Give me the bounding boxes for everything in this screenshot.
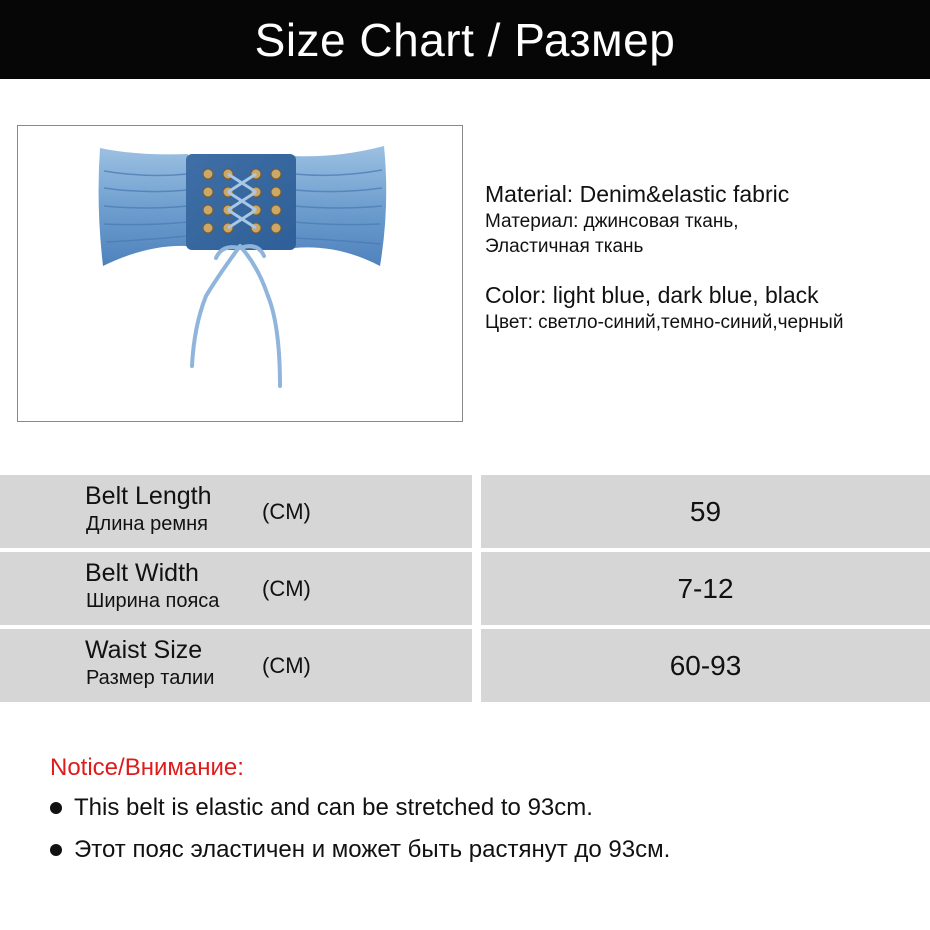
- size-row-belt-width: [0, 552, 930, 625]
- bullet-icon: [50, 844, 62, 856]
- material-en: Material: Denim&elastic fabric: [485, 181, 790, 207]
- size-label-ru: Длина ремня: [86, 513, 208, 535]
- notice-title: Notice/Внимание:: [50, 754, 244, 781]
- notice-text: This belt is elastic and can be stretched to 93cm.: [74, 794, 593, 821]
- notice-text: Этот пояс эластичен и может быть растянут до 93см.: [74, 836, 671, 863]
- material-ru-line2: Эластичная ткань: [485, 236, 644, 257]
- size-unit: (CM): [262, 499, 311, 524]
- size-unit: (CM): [262, 576, 311, 601]
- color-ru: Цвет: светло-синий,темно-синий,черный: [485, 312, 844, 333]
- size-label-en: Belt Length: [85, 482, 212, 510]
- size-value: 7-12: [481, 552, 930, 625]
- bullet-icon: [50, 802, 62, 814]
- header-bar: [0, 0, 930, 79]
- size-label-en: Waist Size: [85, 636, 203, 664]
- size-row-waist-size: [0, 629, 930, 702]
- size-label-cell: [0, 475, 472, 548]
- size-label-cell: [0, 629, 472, 702]
- color-en: Color: light blue, dark blue, black: [485, 282, 819, 308]
- size-label-ru: Размер талии: [86, 667, 215, 689]
- belt-image: [18, 126, 462, 421]
- size-value: 59: [481, 475, 930, 548]
- size-label-cell: [0, 552, 472, 625]
- size-label-ru: Ширина пояса: [86, 590, 220, 612]
- product-info: [485, 180, 843, 335]
- size-label-en: Belt Width: [85, 559, 199, 587]
- product-photo: [17, 125, 463, 422]
- size-value: 60-93: [481, 629, 930, 702]
- size-unit: (CM): [262, 653, 311, 678]
- size-row-belt-length: [0, 475, 930, 548]
- page-title: Size Chart / Размер: [254, 13, 676, 66]
- notice-item: [50, 794, 593, 822]
- notice-item: [50, 836, 670, 864]
- material-ru-line1: Материал: джинсовая ткань,: [485, 211, 739, 232]
